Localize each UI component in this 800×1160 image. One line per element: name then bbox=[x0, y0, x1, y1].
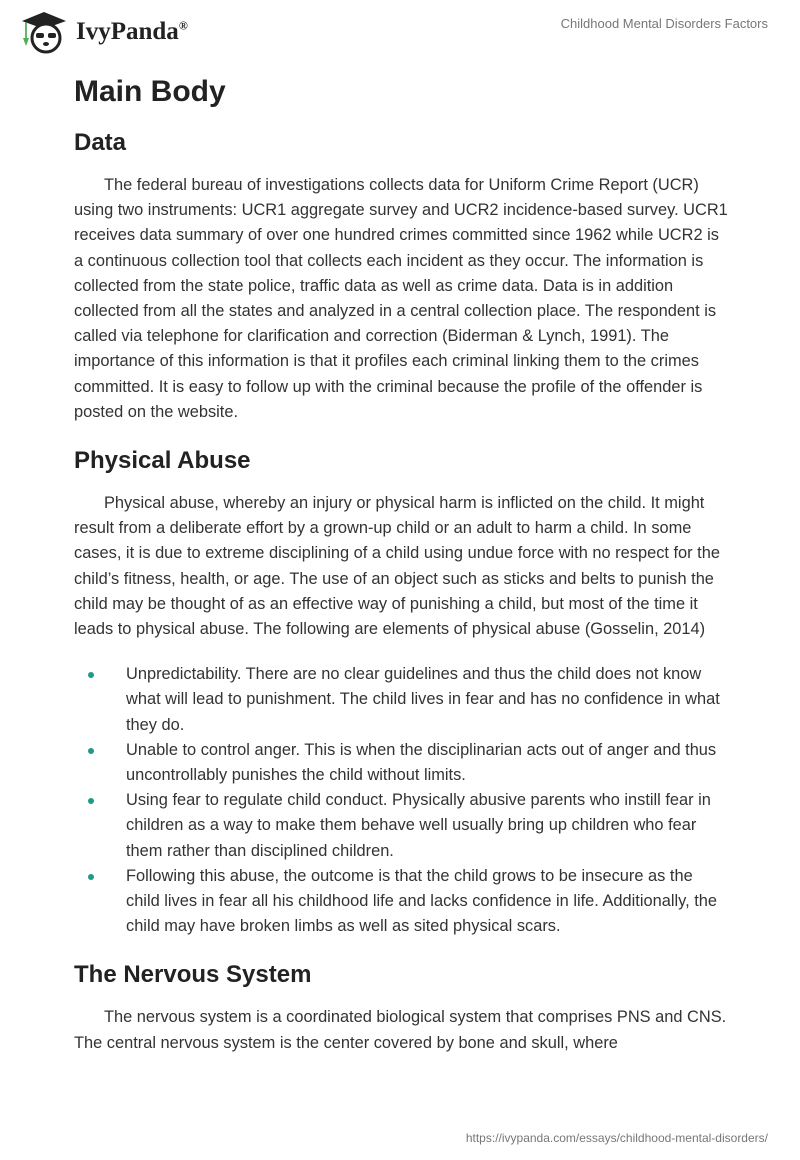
page-title: Main Body bbox=[74, 75, 226, 108]
section-heading-data: Data bbox=[74, 129, 127, 156]
paragraph: The federal bureau of investigations collects data for Uniform Crime Report (UCR) using two instruments: UCR1 aggregate survey and UCR2 incidence-based survey. UCR1 receives data summary of over one hundred crimes committed since 1962 while UCR2 is a continuous collection tool that collects each incident as they occur. The information is collected from the state police, traffic data as well as crime data. Data is in addition collected from all the states and analyzed in a central collection place. The respondent is called via telephone for clarification and correction (Biderman & Lynch, 1991). The importance of this information is that it profiles each criminal linking them to the crimes committed. It is easy to follow up with the criminal because the profile of the offender is posted on the website. bbox=[74, 176, 728, 421]
registered-mark: ® bbox=[178, 18, 188, 33]
bullet-icon bbox=[88, 874, 94, 880]
bullet-icon bbox=[88, 748, 94, 754]
bullet-icon bbox=[88, 798, 94, 804]
paragraph: Physical abuse, whereby an injury or physical harm is inflicted on the child. It might result from a deliberate effort by a grown-up child or an adult to harm a child. In some cases, it is due to extreme disciplining of a child using undue force with no respect for the child’s fitness, health, or age. The use of an object such as sticks and belts to punish the child may be thought of as an effective way of punishing a child, but most of the time it leads to physical abuse. The following are elements of physical abuse (Gosselin, 2014) bbox=[74, 494, 720, 639]
list-item bbox=[74, 788, 730, 864]
article-content bbox=[74, 72, 730, 1076]
list-item-text: Following this abuse, the outcome is that the child grows to be insecure as the child lives in fear all his childhood life and lacks confidence in life. Additionally, the child may have broken limbs as well as sited physical scars. bbox=[126, 866, 718, 936]
source-url[interactable]: https://ivypanda.com/essays/childhood-mental-disorders/ bbox=[465, 1131, 768, 1145]
list-item-text: Unable to control anger. This is when the disciplinarian acts out of anger and thus uncontrollably punishes the child without limits. bbox=[126, 740, 717, 785]
list-item bbox=[74, 738, 730, 788]
logo-text: IvyPanda bbox=[76, 18, 179, 45]
list-item bbox=[74, 864, 730, 940]
bullet-list bbox=[74, 662, 730, 939]
list-item-text: Unpredictability. There are no clear guidelines and thus the child does not know what will lead to punishment. The child lives in fear and has no confidence in what they do. bbox=[126, 665, 720, 734]
section-heading-physical-abuse: Physical Abuse bbox=[74, 447, 251, 475]
logo[interactable] bbox=[18, 10, 188, 54]
list-item bbox=[74, 662, 730, 738]
list-item-text: Using fear to regulate child conduct. Physically abusive parents who instill fear in children as a way to make them behave well usually bring up children who fear them rather than disciplined children. bbox=[126, 791, 711, 860]
panda-logo-icon bbox=[18, 10, 70, 54]
document-title: Childhood Mental Disorders Factors bbox=[560, 16, 768, 31]
paragraph: The nervous system is a coordinated biological system that comprises PNS and CNS. The central nervous system is the center covered by bone and skull, where bbox=[74, 1008, 727, 1052]
bullet-icon bbox=[88, 672, 94, 678]
section-heading-nervous-system: The Nervous System bbox=[74, 961, 312, 989]
